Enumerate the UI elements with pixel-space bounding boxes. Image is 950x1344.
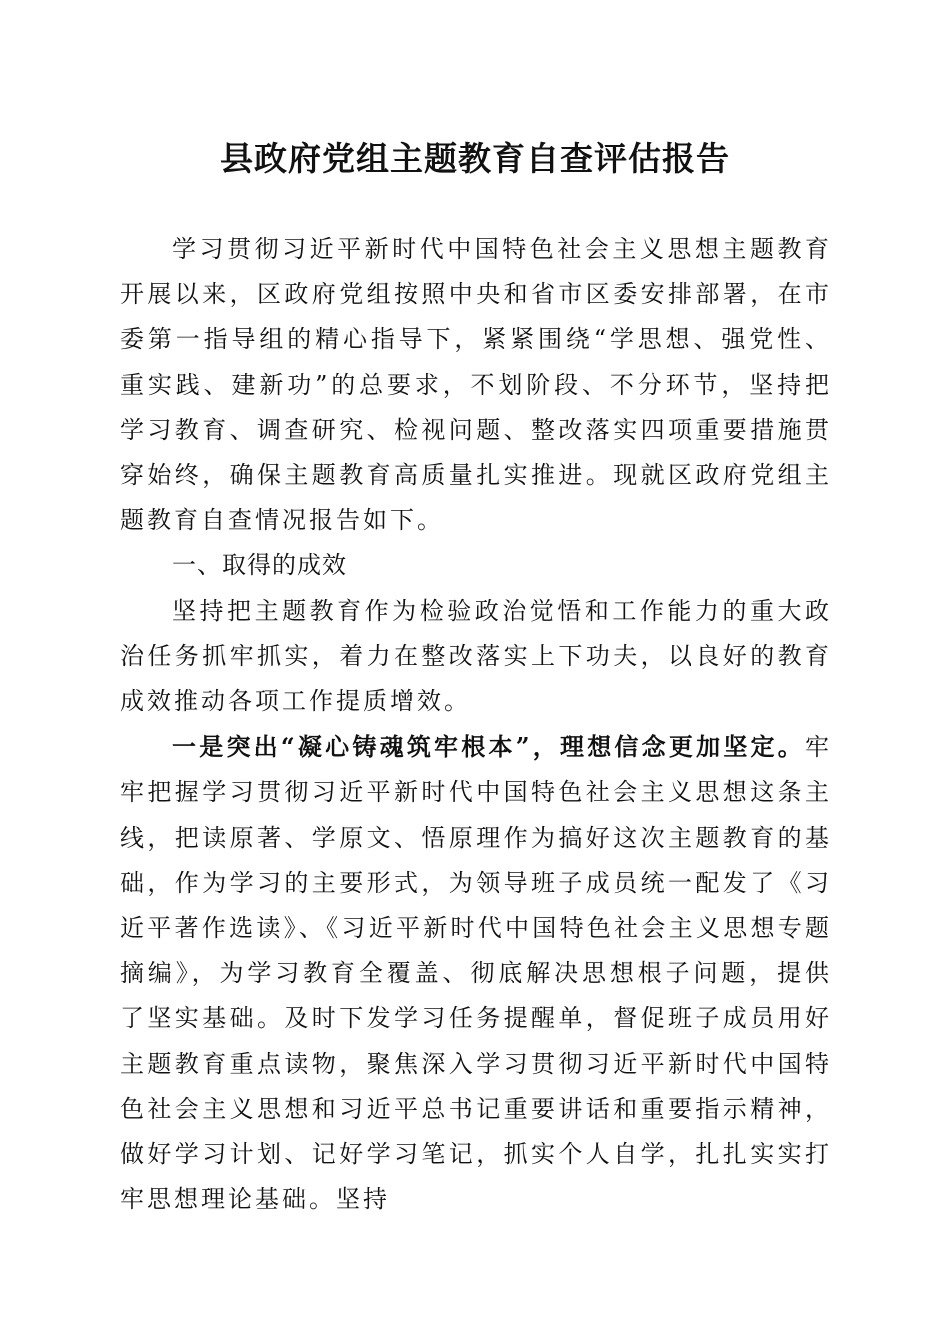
- point-one-paragraph: [120, 724, 832, 1222]
- document-title: 县政府党组主题教育自查评估报告: [220, 139, 730, 178]
- section-heading-achievements: 一、取得的成效: [172, 551, 347, 580]
- point-one-body: 牢牢把握学习贯彻习近平新时代中国特色社会主义思想这条主线，把读原著、学原文、悟原理作为搞好这次主题教育的基础，作为学习的主要形式，为领导班子成员统一配发了《习近平著作选读》、《习近平新时代中国特色社会主义思想专题摘编》，为学习教育全覆盖、彻底解决思想根子问题，提供了坚实基础。及时下发学习任务提醒单，督促班子成员用好主题教育重点读物，聚焦深入学习贯彻习近平新时代中国特色社会主义思想和习近平总书记重要讲话和重要指示精神，做好学习计划、记好学习笔记，抓实个人自学，扎扎实实打牢思想理论基础。坚持: [120, 733, 832, 1214]
- section-summary-paragraph: 坚持把主题教育作为检验政治觉悟和工作能力的重大政治任务抓牢抓实，着力在整改落实上下功夫，以良好的教育成效推动各项工作提质增效。: [120, 596, 832, 716]
- intro-paragraph: 学习贯彻习近平新时代中国特色社会主义思想主题教育开展以来，区政府党组按照中央和省市区委安排部署，在市委第一指导组的精心指导下，紧紧围绕“学思想、强党性、重实践、建新功”的总要求，不划阶段、不分环节，坚持把学习教育、调查研究、检视问题、整改落实四项重要措施贯穿始终，确保主题教育高质量扎实推进。现就区政府党组主题教育自查情况报告如下。: [120, 235, 832, 535]
- point-one-lead: 一是突出“凝心铸魂筑牢根本”，理想信念更加坚定。: [172, 732, 805, 762]
- document-body: [120, 227, 832, 1222]
